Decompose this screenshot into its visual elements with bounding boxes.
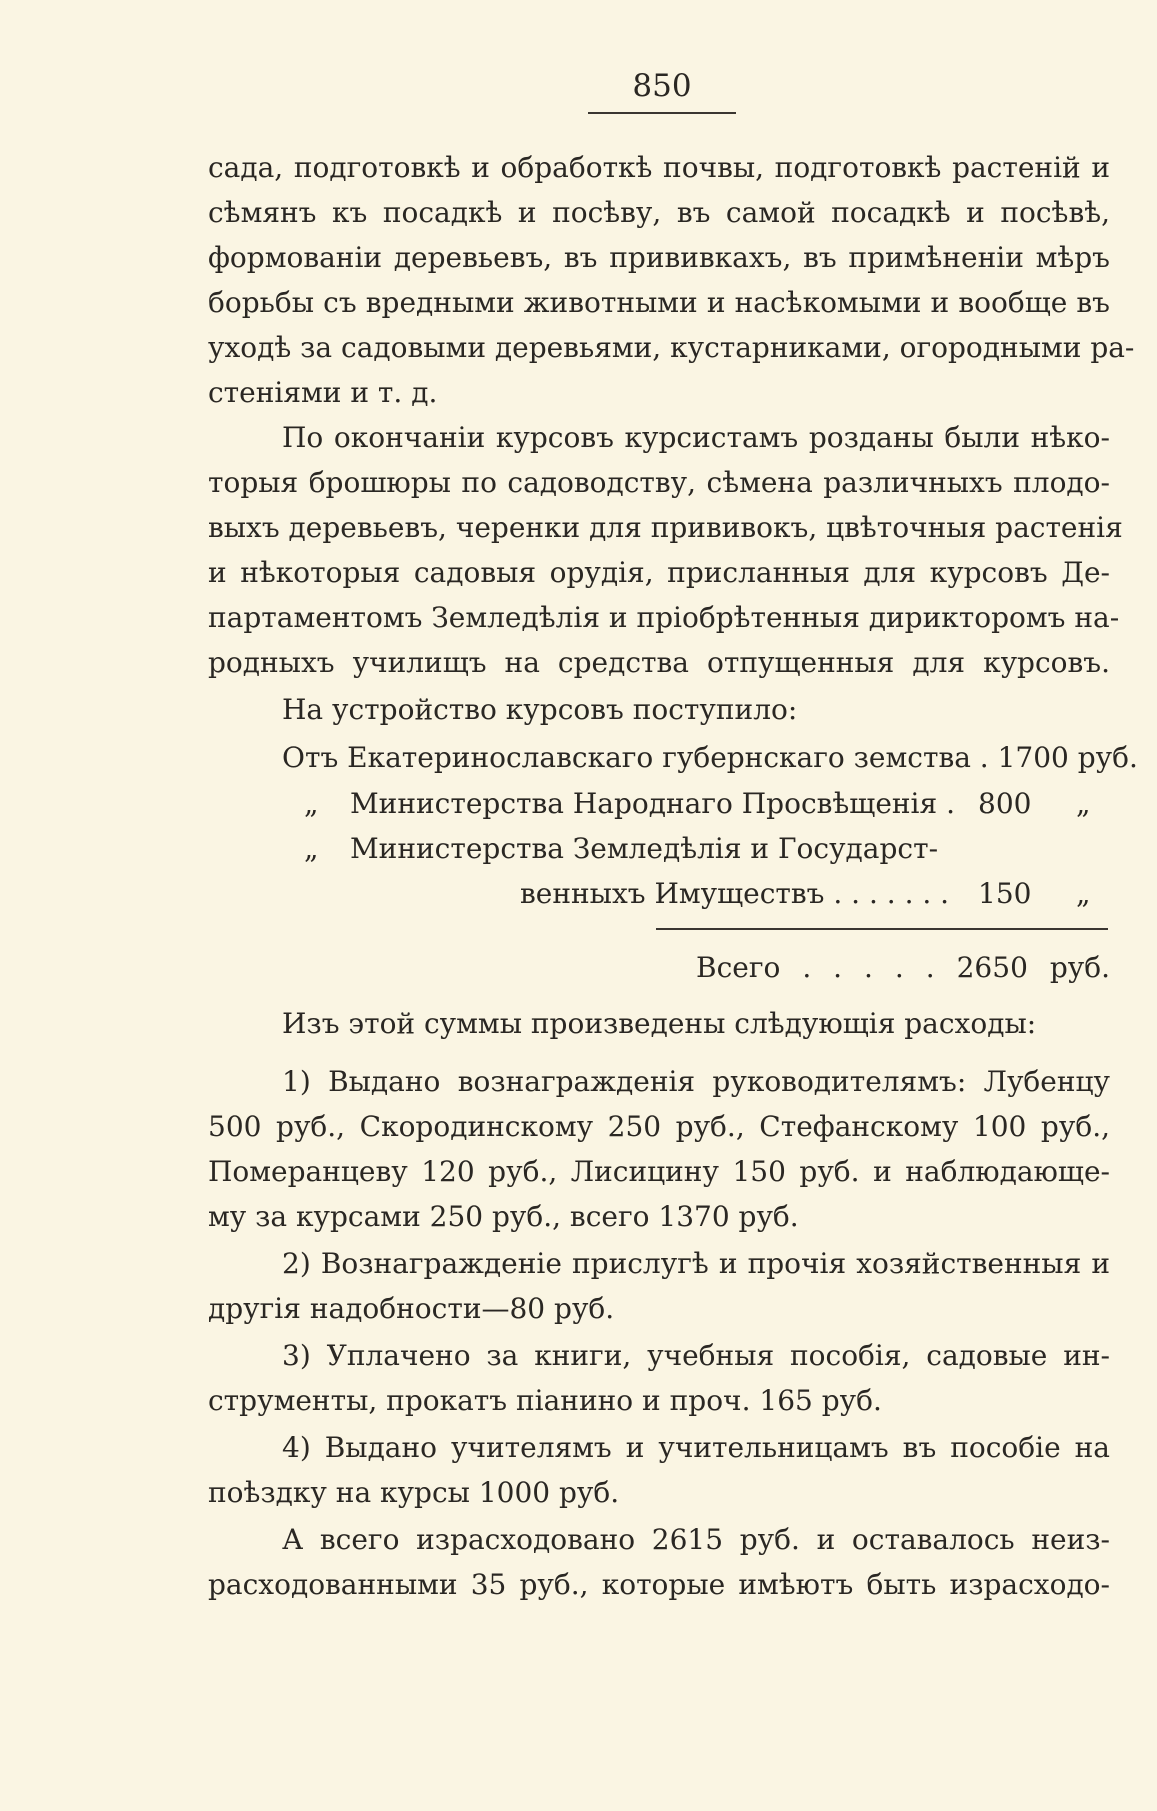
expenses-intro: Изъ этой суммы произведены слѣдующія расходы: (282, 1007, 1037, 1040)
body-line: сада, подготовкѣ и обработкѣ почвы, подготовкѣ растеній и (208, 151, 1110, 184)
sum-rule (656, 928, 1108, 930)
final-line: расходованными 35 руб., которые имѣютъ быть израсходо- (208, 1568, 1110, 1601)
body-line: и нѣкоторыя садовыя орудія, присланныя для курсовъ Де- (208, 556, 1110, 589)
funding-row-zemstvo: Отъ Екатеринославскаго губернскаго земства . 1700 руб. (282, 741, 1138, 774)
expense-item-1: 500 руб., Скородинскому 250 руб., Стефанскому 100 руб., (208, 1110, 1110, 1143)
body-line: сѣмянъ къ посадкѣ и посѣву, въ самой посадкѣ и посѣвѣ, (208, 196, 1110, 229)
final-line: А всего израсходовано 2615 руб. и оставалось неиз- (282, 1523, 1110, 1556)
expense-item-1: 1) Выдано вознагражденія руководителямъ: Лубенцу (282, 1065, 1110, 1098)
body-line: выхъ деревьевъ, черенки для прививокъ, цвѣточныя растенія (208, 511, 1123, 544)
ditto-mark: „ (304, 787, 319, 820)
ditto-mark: „ (1076, 877, 1091, 910)
body-line: формованіи деревьевъ, въ прививкахъ, въ примѣненіи мѣръ (208, 241, 1110, 274)
expense-item-2: 2) Вознагражденіе прислугѣ и прочія хозяйственныя и (282, 1247, 1110, 1280)
page-number-rule (588, 112, 736, 114)
funding-row-education-amount: 800 (978, 787, 1032, 820)
ditto-mark: „ (1076, 787, 1091, 820)
funding-row-agriculture-label: Министерства Земледѣлія и Государст- (350, 832, 939, 865)
body-line: По окончаніи курсовъ курсистамъ розданы были нѣко- (282, 421, 1110, 454)
expense-item-3: 3) Уплачено за книги, учебныя пособія, садовые ин- (282, 1339, 1110, 1372)
expense-item-2: другія надобности—80 руб. (208, 1292, 615, 1325)
ditto-mark: „ (304, 832, 319, 865)
expense-item-4: 4) Выдано учителямъ и учительницамъ въ пособіе на (282, 1431, 1110, 1464)
expense-item-1: Померанцеву 120 руб., Лисицину 150 руб. и наблюдающе- (208, 1155, 1110, 1188)
body-line: стеніями и т. д. (208, 376, 438, 409)
body-line: партаментомъ Земледѣлія и пріобрѣтенныя дирикторомъ на- (208, 601, 1120, 634)
funding-intro: На устройство курсовъ поступило: (282, 693, 798, 726)
page-number: 850 (632, 68, 692, 104)
funding-row-agriculture-amount: 150 (978, 877, 1032, 910)
expense-item-4: поѣздку на курсы 1000 руб. (208, 1476, 620, 1509)
body-line: борьбы съ вредными животными и насѣкомыми и вообще въ (208, 286, 1110, 319)
body-line: родныхъ училищъ на средства отпущенныя для курсовъ. (208, 646, 1110, 679)
funding-total: Всего . . . . . 2650 руб. (696, 951, 1110, 984)
expense-item-1: му за курсами 250 руб., всего 1370 руб. (208, 1200, 799, 1233)
body-line: торыя брошюры по садоводству, сѣмена различныхъ плодо- (208, 466, 1110, 499)
expense-item-3: струменты, прокатъ піанино и проч. 165 руб. (208, 1384, 882, 1417)
body-line: уходѣ за садовыми деревьями, кустарниками, огородными ра- (208, 331, 1135, 364)
funding-row-education-label: Министерства Народнаго Просвѣщенія . (350, 787, 955, 820)
funding-row-agriculture-cont: венныхъ Имуществъ . . . . . . . (520, 877, 950, 910)
